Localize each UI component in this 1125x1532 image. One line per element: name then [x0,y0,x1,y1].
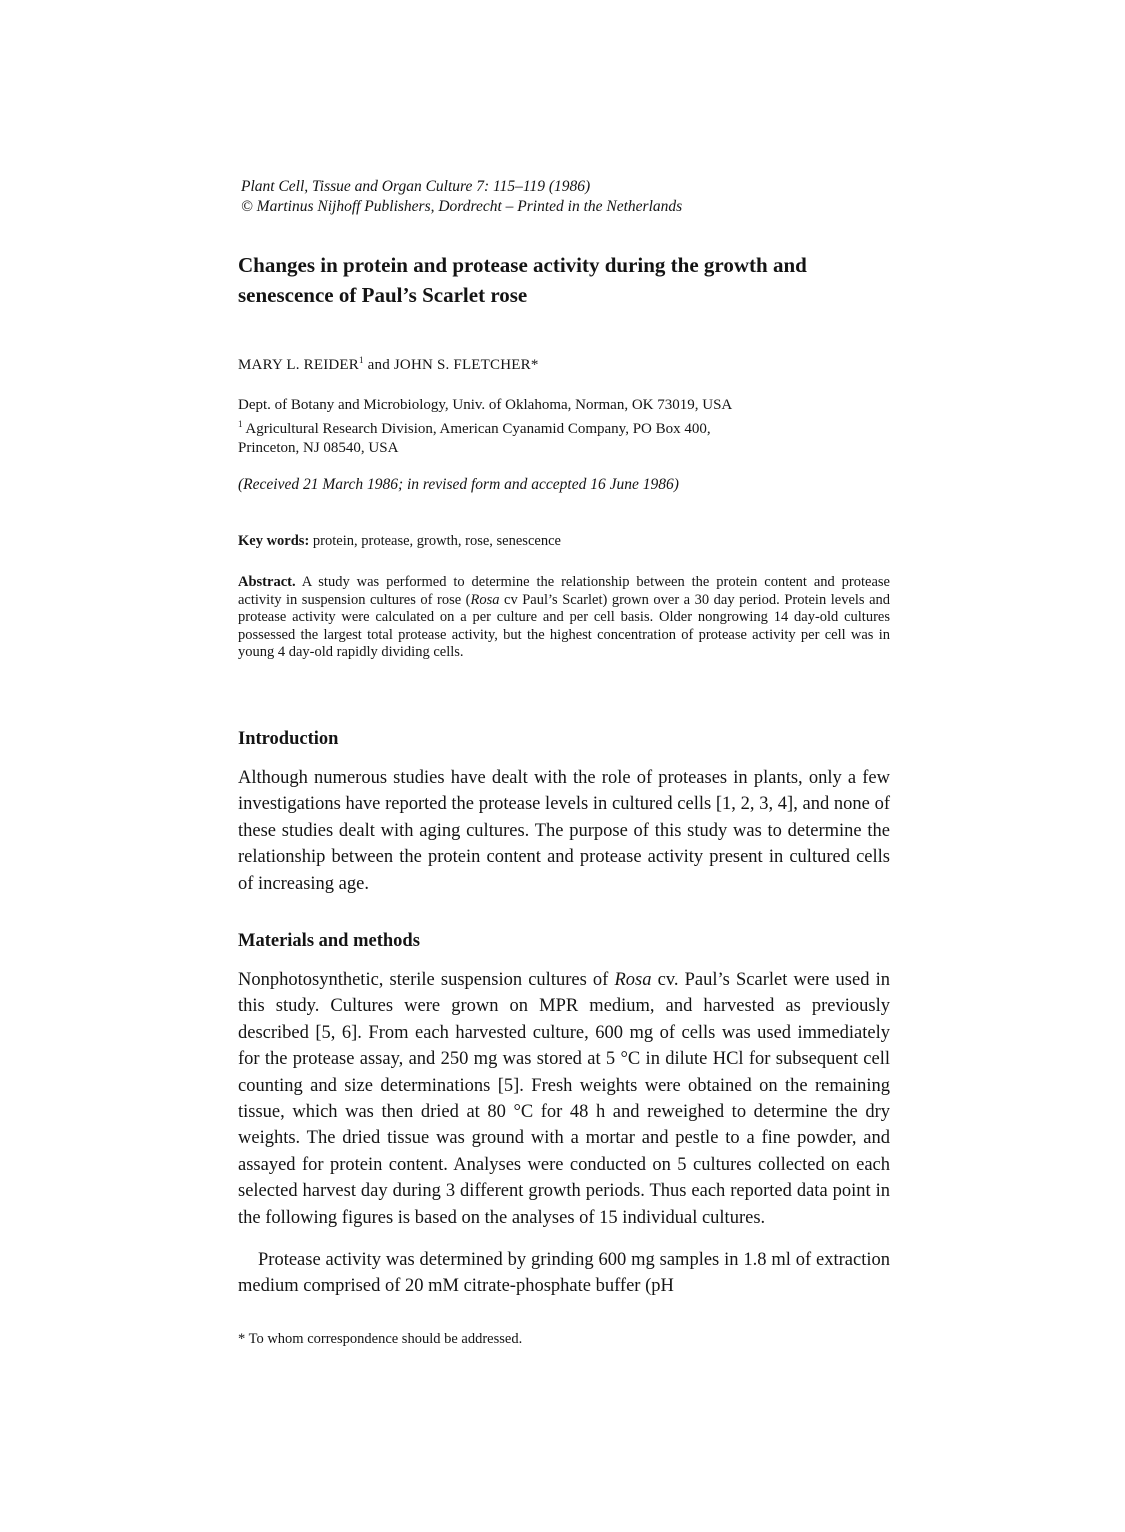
abstract [238,574,890,662]
methods-p1-text-1: Nonphotosynthetic, sterile suspension cultures of [238,970,615,990]
methods-genus: Rosa [614,970,652,990]
introduction-paragraph: Although numerous studies have dealt with the role of proteases in plants, only a few investigations have reported the protease levels in cultured cells [1, 2, 3, 4], and none of these studies dealt with aging cultures. The purpose of this study was to determine the relationship between the protein content and protease activity present in cultured cells of increasing age. [238,768,890,894]
affiliation-mark: 1 [238,419,243,429]
article-title: Changes in protein and protease activity during the growth and senescence of Paul’s Scarlet rose [238,253,807,307]
correspondence-footnote: * To whom correspondence should be addressed. [238,1331,523,1347]
methods-p1-text-2: cv. Paul’s Scarlet were used in this study. Cultures were grown on MPR medium, and harvested as previously described [5, 6]. From each harvested culture, 600 mg of cells was used immediately for the protease assay, and 250 mg was stored at 5 °C in dilute HCl for subsequent cell counting and size determinations [5]. Fresh weights were obtained on the remaining tissue, which was then dried at 80 °C for 48 h and reweighed to determine the dry weights. The dried tissue was ground with a mortar and pestle to a fine powder, and assayed for protein content. Analyses were conducted on 5 cultures collected on each selected harvest day during 3 different growth periods. Thus each reported data point in the following figures is based on the analyses of 15 individual cultures. [238,970,890,1228]
keywords-text: protein, protease, growth, rose, senescence [309,533,561,549]
author-line [238,355,539,374]
received-dates: (Received 21 March 1986; in revised form and accepted 16 June 1986) [238,476,679,493]
publisher-line: © Martinus Nijhoff Publishers, Dordrecht – Printed in the Netherlands [241,198,683,215]
section-heading-introduction: Introduction [238,729,339,749]
keywords [238,533,561,550]
author-reider: MARY L. REIDER [238,357,359,373]
author-affiliation-mark: 1 [359,355,364,365]
abstract-text-2: cv Paul’s Scarlet) grown over a 30 day period. Protein levels and protease activity were calculated on a per culture and per cell basis. Older nongrowing 14 day-old cultures possessed the largest total protease activity, but the highest concentration of protease activity per cell was in young 4 day-old rapidly dividing cells. [238,591,891,661]
affiliation-2 [238,415,858,439]
affiliation-1: Dept. of Botany and Microbiology, Univ. of Oklahoma, Norman, OK 73019, USA [238,397,733,413]
affiliations [238,396,858,458]
author-fletcher: JOHN S. FLETCHER* [393,357,539,373]
journal-header [241,177,682,217]
affiliation-2-text: Agricultural Research Division, American Cyanamid Company, PO Box 400, [242,421,711,437]
section-heading-methods: Materials and methods [238,931,420,951]
affiliation-3: Princeton, NJ 08540, USA [238,440,399,456]
journal-citation: Plant Cell, Tissue and Organ Culture 7: 115–119 (1986) [241,178,591,195]
keywords-label: Key words: [238,533,310,549]
abstract-label: Abstract. [238,574,296,590]
abstract-text-1: A study was performed to determine the relationship between the protein content and protease activity in suspension cultures of rose ( [238,574,890,608]
author-conjunction: and [363,357,394,373]
methods-paragraph-1 [238,967,890,1231]
methods-paragraph-2: Protease activity was determined by grinding 600 mg samples in 1.8 ml of extraction medium comprised of 20 mM citrate-phosphate buffer (pH [238,1250,890,1297]
abstract-genus: Rosa [470,591,500,608]
